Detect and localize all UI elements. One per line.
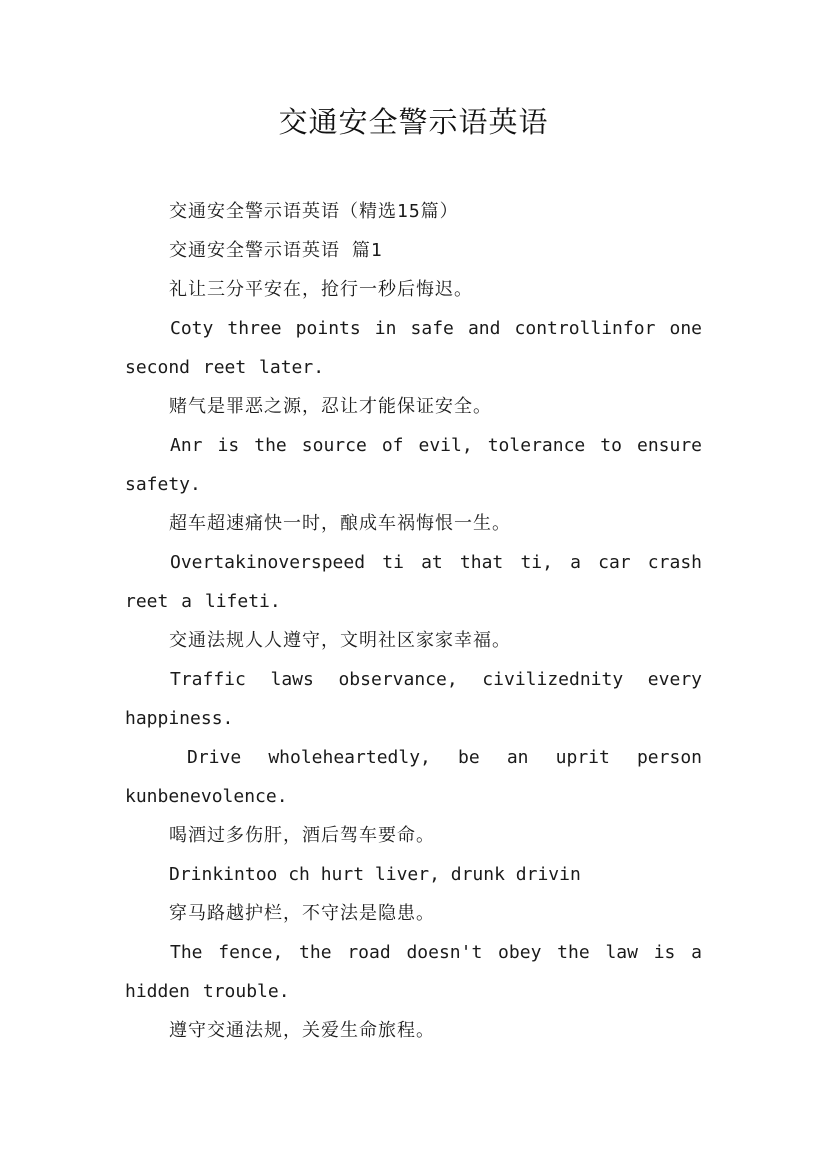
document-subtitle: 交通安全警示语英语（精选15篇） [169,201,459,222]
section-heading: 交通安全警示语英语 篇1 [169,240,383,261]
slogan-chinese: 遵守交通法规，关爱生命旅程。 [169,1020,435,1041]
document-title: 交通安全警示语英语 [278,105,549,139]
document-body [125,192,702,1050]
slogan-chinese: 超车超速痛快一时，酿成车祸悔恨一生。 [169,513,511,534]
slogan-chinese: 喝酒过多伤肝，酒后驾车要命。 [169,825,435,846]
slogan-chinese: 穿马路越护栏，不守法是隐患。 [169,903,435,924]
slogan-english: Drinkintoo ch hurt liver, drunk drivin [169,864,581,885]
slogan-english: Traffic laws observance, civilizednity every happiness. [125,669,702,729]
slogan-english: Coty three points in safe and controllinfor one second reet later. [125,318,702,378]
slogan-english: Drive wholeheartedly, be an uprit person kunbenevolence. [125,747,702,807]
slogan-english: Overtakinoverspeed ti at that ti, a car crash reet a lifeti. [125,552,702,612]
slogan-english: Anr is the source of evil, tolerance to ensure safety. [125,435,702,495]
slogan-english: The fence, the road doesn't obey the law is a hidden trouble. [125,942,702,1002]
slogan-chinese: 赌气是罪恶之源，忍让才能保证安全。 [169,396,492,417]
slogan-chinese: 礼让三分平安在，抢行一秒后悔迟。 [169,279,473,300]
slogan-chinese: 交通法规人人遵守，文明社区家家幸福。 [169,630,511,651]
